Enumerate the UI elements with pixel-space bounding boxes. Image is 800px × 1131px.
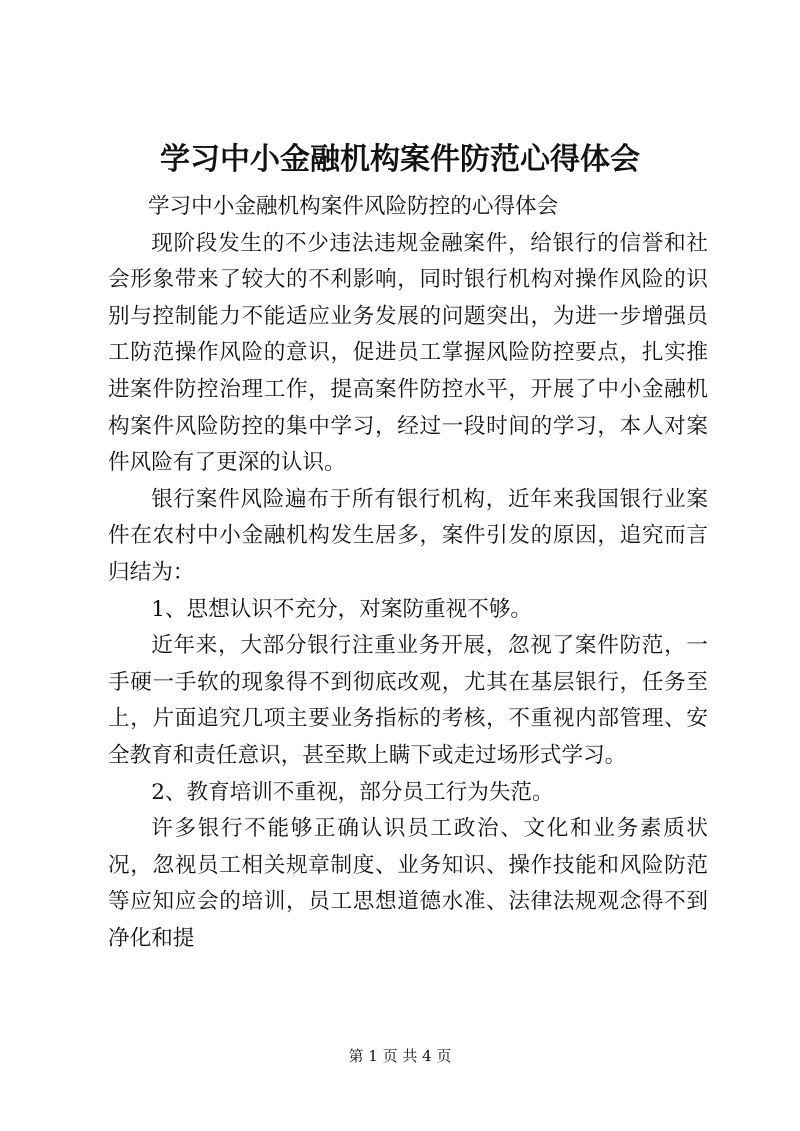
- paragraph-risk-overview: 银行案件风险遍布于所有银行机构，近年来我国银行业案件在农村中小金融机构发生居多，案件引发的原因，追究而言归结为：: [108, 486, 708, 585]
- paragraph-point-1-heading: 1、思想认识不充分，对案防重视不够。: [151, 596, 533, 622]
- paragraph-point-2-heading: 2、教育培训不重视，部分员工行为失范。: [151, 779, 554, 805]
- paragraph-intro: 现阶段发生的不少违法违规金融案件，给银行的信誉和社会形象带来了较大的不利影响，同时银行机构对操作风险的识别与控制能力不能适应业务发展的问题突出，为进一步增强员工防范操作风险的意识，促进员工掌握风险防控要点，扎实推进案件防控治理工作，提高案件防控水平，开展了中小金融机构案件风险防控的集中学习，经过一段时间的学习，本人对案件风险有了更深的认识。: [108, 230, 708, 476]
- document-title: 学习中小金融机构案件防范心得体会: [160, 142, 640, 177]
- paragraph-point-1-body: 近年来，大部分银行注重业务开展，忽视了案件防范，一手硬一手软的现象得不到彻底改观，尤其在基层银行，任务至上，片面追究几项主要业务指标的考核，不重视内部管理、安全教育和责任意识，甚至欺上瞒下或走过场形式学习。: [108, 633, 708, 768]
- page-footer: 第 1 页 共 4 页: [348, 1047, 452, 1065]
- paragraph-subtitle: 学习中小金融机构案件风险防控的心得体会: [147, 194, 559, 219]
- paragraph-point-2-body: 许多银行不能够正确认识员工政治、文化和业务素质状况，忽视员工相关规章制度、业务知识、操作技能和风险防范等应知应会的培训，员工思想道德水准、法律法规观念得不到净化和提: [108, 816, 708, 951]
- document-body: [108, 189, 708, 957]
